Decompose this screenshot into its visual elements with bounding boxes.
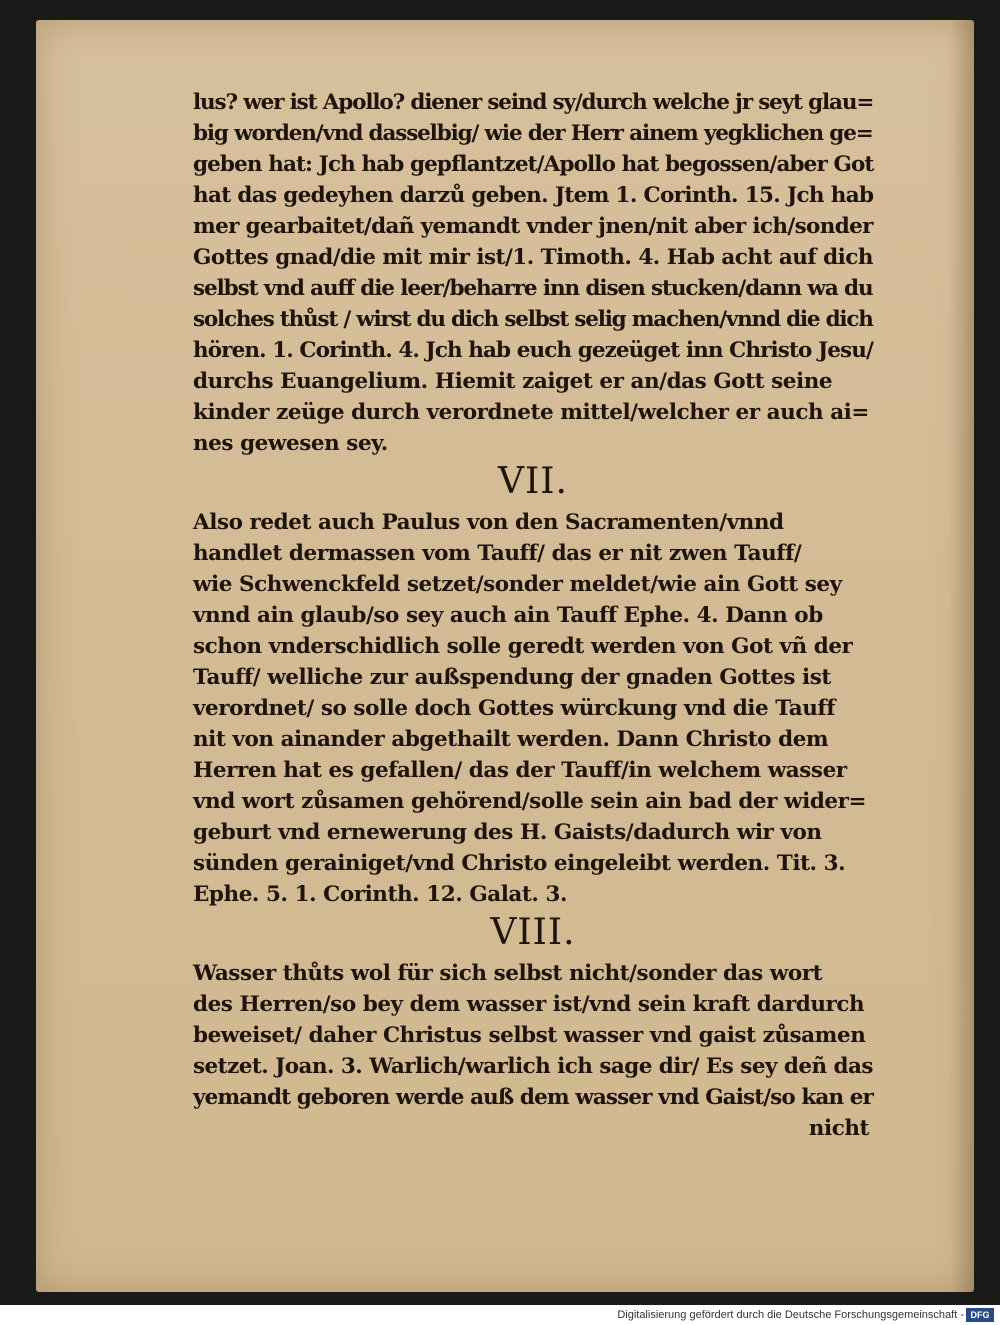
text-line: beweiset/ daher Christus selbst wasser vnd gaist zůsamen: [193, 1023, 866, 1048]
text-line: handlet dermassen vom Tauff/ das er nit zwen Tauff/: [193, 541, 802, 566]
text-line: Tauff/ welliche zur außspendung der gnaden Gottes ist: [193, 665, 831, 690]
text-line: schon vnderschidlich solle geredt werden von Got vñ der: [193, 634, 853, 659]
text-line: sünden gerainiget/vnd Christo eingeleibt werden. Tit. 3.: [193, 851, 846, 876]
page-text: [193, 87, 873, 1144]
text-line: lus? wer ist Apollo? diener seind sy/durch welche jr seyt glau=: [193, 90, 874, 115]
text-line: geburt vnd ernewerung des H. Gaists/dadurch wir von: [193, 820, 822, 845]
text-line: Gottes gnad/die mit mir ist/1. Timoth. 4. Hab acht auf dich: [193, 245, 873, 270]
section-heading-viii: VIII.: [490, 912, 576, 953]
text-line: big worden/vnd dasselbig/ wie der Herr ainem yegklichen ge=: [193, 121, 873, 146]
text-line: nit von ainander abgethailt werden. Dann Christo dem: [193, 727, 829, 752]
text-line: mer gearbaitet/dañ yemandt vnder jnen/nit aber ich/sonder: [193, 214, 873, 239]
text-line: vnd wort zůsamen gehörend/solle sein ain bad der wider=: [193, 789, 867, 814]
text-line: setzet. Joan. 3. Warlich/warlich ich sage dir/ Es sey deñ das: [193, 1054, 873, 1079]
text-line: nes gewesen sey.: [193, 431, 388, 456]
text-line: verordnet/ so solle doch Gottes würckung vnd die Tauff: [193, 696, 836, 721]
text-line: selbst vnd auff die leer/beharre inn disen stucken/dann wa du: [193, 276, 873, 301]
text-line: Wasser thůts wol für sich selbst nicht/sonder das wort: [193, 961, 823, 986]
text-line: wie Schwenckfeld setzet/sonder meldet/wie ain Gott sey: [193, 572, 842, 597]
text-line: solches thůst / wirst du dich selbst selig machen/vnnd die dich: [193, 307, 873, 332]
text-line: vnnd ain glaub/so sey auch ain Tauff Ephe. 4. Dann ob: [193, 603, 823, 628]
text-line: des Herren/so bey dem wasser ist/vnd sein kraft dardurch: [193, 992, 865, 1017]
catchword: nicht: [808, 1116, 869, 1141]
text-line: geben hat: Jch hab gepflantzet/Apollo hat begossen/aber Got: [193, 152, 874, 177]
text-line: durchs Euangelium. Hiemit zaiget er an/das Gott seine: [193, 369, 833, 394]
page-edge-shadow: [950, 20, 974, 1292]
section-heading-vii: VII.: [498, 461, 568, 502]
footer-bar: [0, 1305, 1000, 1325]
text-line: kinder zeüge durch verordnete mittel/welcher er auch ai=: [193, 400, 869, 425]
text-line: Also redet auch Paulus von den Sacramenten/vnnd: [193, 510, 784, 535]
text-line: Herren hat es gefallen/ das der Tauff/in welchem wasser: [193, 758, 847, 783]
funding-credit: Digitalisierung gefördert durch die Deutsche Forschungsgemeinschaft -: [617, 1309, 964, 1321]
text-line: hat das gedeyhen darzů geben. Jtem 1. Corinth. 15. Jch hab: [193, 183, 874, 208]
text-line: Ephe. 5. 1. Corinth. 12. Galat. 3.: [193, 882, 567, 907]
text-line: hören. 1. Corinth. 4. Jch hab euch gezeüget inn Christo Jesu/: [193, 338, 873, 363]
dfg-logo: DFG: [966, 1308, 994, 1322]
text-line: yemandt geboren werde auß dem wasser vnd Gaist/so kan er: [193, 1085, 873, 1110]
